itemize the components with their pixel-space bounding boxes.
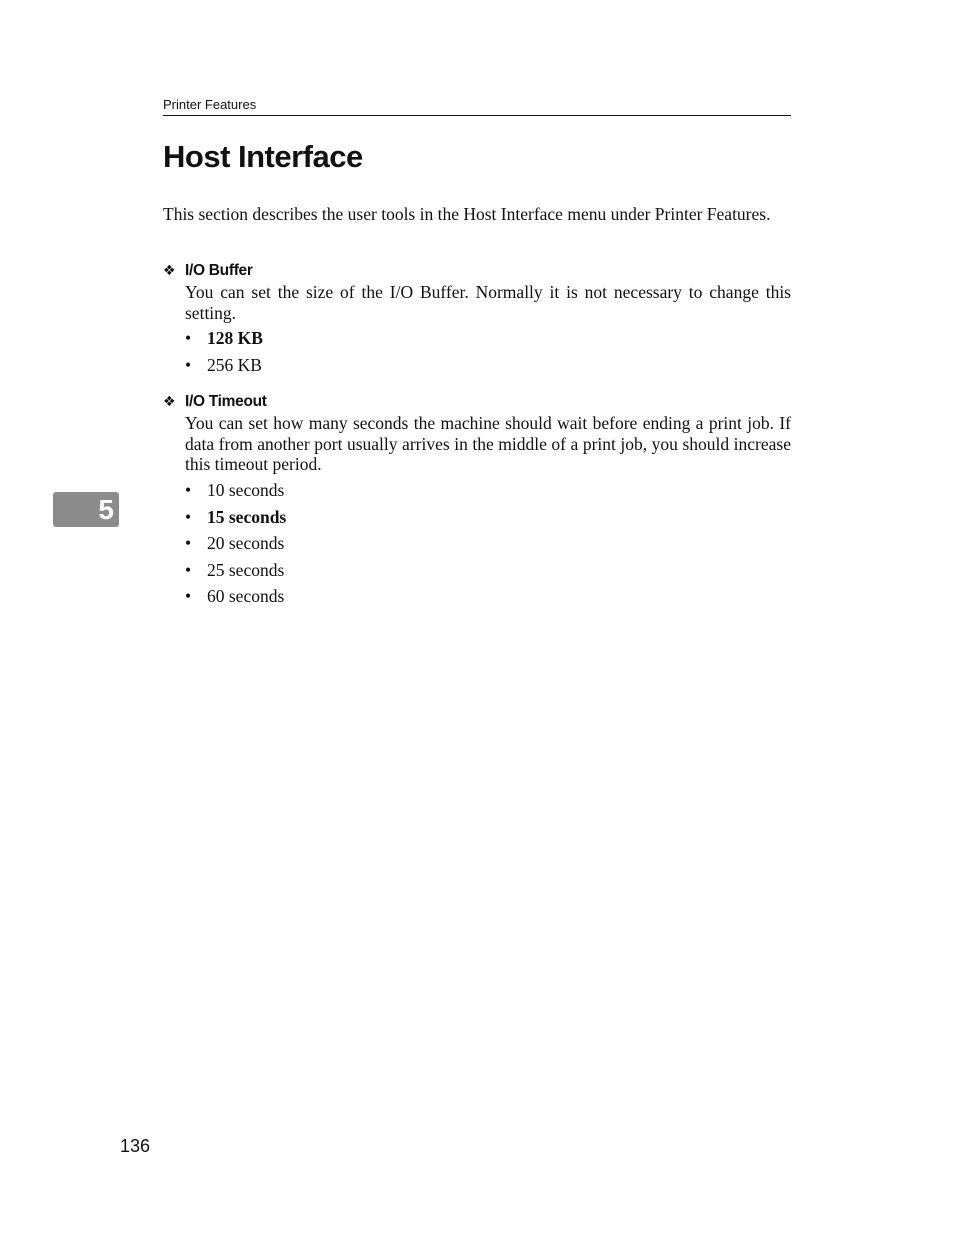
section-heading-io-timeout	[163, 391, 267, 412]
bullet-icon: •	[185, 328, 192, 348]
option-list-io-timeout	[185, 477, 286, 610]
diamond-bullet-icon: ❖	[163, 262, 176, 278]
option-label: 20 seconds	[207, 533, 285, 554]
section-body-io-buffer: You can set the size of the I/O Buffer. Normally it is not necessary to change this setting.	[185, 282, 791, 323]
option-label: 10 seconds	[207, 480, 285, 500]
chapter-tab: 5	[53, 492, 119, 527]
page-number: 136	[120, 1136, 151, 1156]
section-heading-label: I/O Timeout	[185, 393, 267, 410]
section-heading-io-buffer	[163, 260, 253, 281]
list-item	[185, 530, 286, 557]
bullet-icon: •	[185, 559, 192, 580]
intro-paragraph: This section describes the user tools in the Host Interface menu under Printer Features.	[163, 204, 771, 224]
option-label: 25 seconds	[207, 559, 285, 580]
bullet-icon: •	[185, 533, 192, 554]
section-heading-label: I/O Buffer	[185, 262, 253, 279]
list-item	[185, 325, 263, 352]
option-label: 256 KB	[207, 354, 262, 375]
option-list-io-buffer	[185, 325, 263, 378]
option-label: 60 seconds	[207, 586, 285, 607]
running-head: Printer Features	[163, 96, 791, 116]
diamond-bullet-icon: ❖	[163, 393, 176, 409]
option-label-default: 128 KB	[207, 328, 263, 348]
option-label-default: 15 seconds	[207, 506, 287, 527]
section-body-io-timeout: You can set how many seconds the machine should wait before ending a print job. If data from another port usually arrives in the middle of a print job, you should increase this timeout period.	[185, 413, 791, 474]
list-item	[185, 352, 263, 379]
list-item	[185, 583, 286, 610]
bullet-icon: •	[185, 586, 192, 607]
list-item	[185, 504, 286, 531]
page-title: Host Interface	[163, 139, 363, 174]
list-item	[185, 557, 286, 584]
list-item	[185, 477, 286, 504]
bullet-icon: •	[185, 480, 192, 500]
bullet-icon: •	[185, 354, 192, 375]
bullet-icon: •	[185, 506, 192, 527]
